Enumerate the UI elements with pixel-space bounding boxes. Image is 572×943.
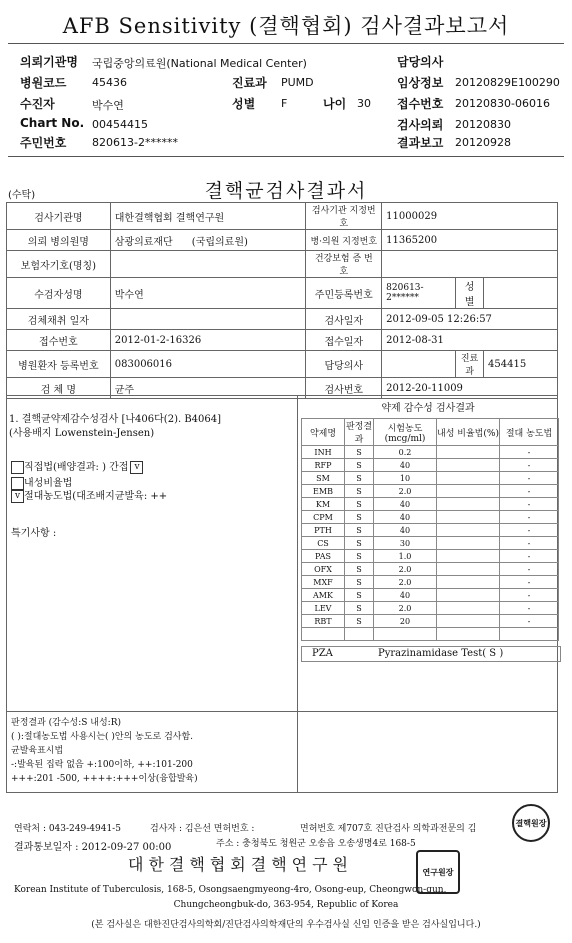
cell-label: 검체채취 일자: [7, 309, 111, 330]
susceptibility-title: 약제 감수성 검사결과: [381, 403, 475, 414]
column-header: 내성 비율법(%): [437, 419, 500, 446]
header-value: 30: [357, 97, 371, 110]
pza-label: PZA: [312, 648, 333, 659]
table-row: [7, 203, 558, 230]
report-title: AFB Sensitivity (결핵협회) 검사결과보고서: [62, 14, 510, 38]
table-cell: CS: [302, 537, 345, 550]
option-direct: [11, 458, 143, 474]
table-cell: [302, 628, 345, 641]
table-cell: S: [345, 602, 374, 615]
table-cell: 40: [374, 511, 437, 524]
table-row: [7, 278, 558, 309]
note-line: +++:201 -500, ++++:+++이상(융합발육): [11, 774, 198, 784]
absolute-checkbox[interactable]: v: [11, 490, 24, 503]
table-cell: -: [500, 511, 559, 524]
interpretation-notes: [11, 716, 198, 786]
institute-eng-1: Korean Institute of Tuberculosis, 168-5, Osongsaengmyeong-4ro, Osong-eup, Cheongwon-gun,: [14, 885, 447, 895]
cell-label: 검사일자: [306, 309, 382, 330]
table-cell: INH: [302, 446, 345, 459]
checker: 검사자 : 김은선 면허번호 :: [150, 824, 255, 834]
note-line: ( ):절대농도법 사용시는( )안의 농도로 검사함.: [11, 732, 194, 742]
test-line-2: (사용배지 Lowenstein-Jensen): [9, 428, 155, 439]
table-cell: [437, 485, 500, 498]
table-cell: -: [500, 615, 559, 628]
susceptibility-section: [297, 396, 557, 792]
table-cell: 2.0: [374, 563, 437, 576]
indirect-checkbox[interactable]: v: [130, 461, 143, 474]
hospital-name: 삼광의료재단: [114, 236, 173, 248]
header-value: 20120830-06016: [455, 97, 550, 110]
institute-eng-2: Chungcheongbuk-do, 363-954, Republic of Korea: [173, 900, 399, 910]
certification-note: (본 검사실은 대한진단검사의학회/진단검사의학재단의 우수검사실 신임 인증을 받은 검사실입니다.): [91, 920, 481, 930]
table-cell: 40: [374, 459, 437, 472]
table-cell: S: [345, 589, 374, 602]
header-label: 수진자: [20, 97, 55, 111]
table-row: [302, 615, 559, 628]
result-title: 결핵균검사결과서: [204, 180, 368, 202]
hospital-name-2: (국립의료원): [191, 236, 248, 248]
cell-value: [110, 230, 306, 251]
header-value: 45436: [92, 76, 127, 89]
table-cell: [437, 498, 500, 511]
header-value: 00454415: [92, 118, 148, 131]
header-label: 성별: [232, 97, 256, 111]
table-cell: PTH: [302, 524, 345, 537]
cell-label: 검사기관 지정번호: [306, 203, 382, 230]
table-row: [7, 230, 558, 251]
cell-value: 2012-20-11009: [382, 378, 558, 399]
table-cell: 30: [374, 537, 437, 550]
table-cell: PAS: [302, 550, 345, 563]
table-cell: OFX: [302, 563, 345, 576]
note-line: 균발육표시법: [11, 746, 64, 756]
table-cell: [437, 576, 500, 589]
divider: [8, 43, 564, 44]
option-label: 절대농도법(대조배지균발육: ++: [24, 491, 168, 502]
table-cell: RBT: [302, 615, 345, 628]
header-label: 나이: [323, 97, 347, 111]
cell-value: 11000029: [382, 203, 558, 230]
table-cell: 40: [374, 498, 437, 511]
seal-stamp: [512, 804, 550, 842]
table-cell: [345, 628, 374, 641]
cell-label: 검사번호: [306, 378, 382, 399]
table-row: [7, 330, 558, 351]
seal-text: 연구원장: [422, 866, 454, 877]
table-cell: KM: [302, 498, 345, 511]
table-cell: -: [500, 563, 559, 576]
table-cell: [437, 511, 500, 524]
cell-label: 의뢰 병의원명: [7, 230, 111, 251]
table-cell: 2.0: [374, 602, 437, 615]
cell-label: 접수일자: [306, 330, 382, 351]
header-label: 접수번호: [397, 97, 444, 111]
table-row: [302, 524, 559, 537]
cell-label: 건강보험 증 번 호: [306, 251, 382, 278]
cell-value: 083006016: [110, 351, 306, 378]
cell-value: 박수연: [110, 278, 306, 309]
header-label: 검사의뢰: [397, 118, 444, 132]
table-cell: MXF: [302, 576, 345, 589]
table-cell: 2.0: [374, 576, 437, 589]
table-row: [302, 485, 559, 498]
cell-value: 2012-08-31: [382, 330, 558, 351]
cell-value: 2012-01-2-16326: [110, 330, 306, 351]
table-cell: -: [500, 498, 559, 511]
table-cell: S: [345, 472, 374, 485]
table-cell: -: [500, 576, 559, 589]
table-cell: S: [345, 485, 374, 498]
license: 면허번호 제707호 진단검사 의학과전문의 김: [300, 824, 477, 834]
table-cell: S: [345, 511, 374, 524]
official-seal: [416, 850, 460, 894]
table-cell: [437, 550, 500, 563]
table-cell: [437, 628, 500, 641]
table-cell: -: [500, 446, 559, 459]
cell-value: 820613-2******: [382, 278, 456, 309]
patient-info-table: [6, 202, 558, 399]
table-cell: 10: [374, 472, 437, 485]
remarks-label: 특기사항 :: [11, 528, 57, 539]
table-row: [302, 537, 559, 550]
cell-label: 검 체 명: [7, 378, 111, 399]
cell-value: [484, 278, 558, 309]
option-label: 내성비율법: [24, 478, 73, 489]
header-value: 국립중앙의료원(National Medical Center): [92, 57, 307, 70]
header-value: F: [281, 97, 288, 110]
header-value: 20120928: [455, 136, 511, 149]
cell-label: 보험자기호(명칭): [7, 251, 111, 278]
table-cell: 40: [374, 524, 437, 537]
test-panel: [6, 395, 558, 793]
table-cell: 40: [374, 589, 437, 602]
direct-checkbox[interactable]: [11, 461, 24, 474]
table-cell: LEV: [302, 602, 345, 615]
table-cell: S: [345, 459, 374, 472]
table-cell: S: [345, 550, 374, 563]
table-cell: S: [345, 537, 374, 550]
column-header: 약제명: [302, 419, 345, 446]
cell-label: 진료과: [456, 351, 484, 378]
table-cell: SM: [302, 472, 345, 485]
header-value: 박수연: [92, 99, 124, 112]
cell-value: 2012-09-05 12:26:57: [382, 309, 558, 330]
table-cell: [437, 446, 500, 459]
header-value: PUMD: [281, 76, 314, 89]
table-row: [302, 576, 559, 589]
pza-row: [301, 646, 561, 662]
cell-value: 11365200: [382, 230, 558, 251]
header-label: 병원코드: [20, 76, 67, 90]
table-cell: [437, 472, 500, 485]
contact-tel: 연락처 : 043-249-4941-5: [14, 824, 121, 834]
divider: [8, 156, 564, 157]
table-cell: [437, 537, 500, 550]
table-cell: S: [345, 576, 374, 589]
table-row: [302, 628, 559, 641]
table-row: [302, 563, 559, 576]
cell-label: 병원환자 등록번호: [7, 351, 111, 378]
table-row: [7, 309, 558, 330]
table-cell: -: [500, 459, 559, 472]
cell-label: 주민등록번호: [306, 278, 382, 309]
header-label: 의뢰기관명: [20, 55, 78, 69]
header-label: 임상정보: [397, 76, 444, 90]
option-label: 직접법(배양결과: ) 간접: [24, 462, 129, 473]
table-cell: 0.2: [374, 446, 437, 459]
table-cell: -: [500, 602, 559, 615]
note-line: 판정결과 (감수성:S 내성:R): [11, 718, 121, 728]
table-cell: [500, 628, 559, 641]
consignment-tag: (수탁): [8, 190, 36, 201]
table-row: [302, 459, 559, 472]
table-cell: -: [500, 550, 559, 563]
table-cell: RFP: [302, 459, 345, 472]
cell-value: 균주: [110, 378, 306, 399]
table-cell: S: [345, 446, 374, 459]
table-row: [7, 251, 558, 278]
header-label: 주민번호: [20, 136, 67, 150]
table-row: [302, 511, 559, 524]
table-cell: -: [500, 537, 559, 550]
table-cell: -: [500, 524, 559, 537]
table-cell: [437, 459, 500, 472]
table-cell: [437, 602, 500, 615]
table-row: [302, 589, 559, 602]
header-value: 820613-2******: [92, 136, 178, 149]
institute-name: 대한결핵협회결핵연구원: [128, 855, 354, 874]
header-value: 20120829E100290: [455, 76, 560, 89]
table-row: [302, 472, 559, 485]
cell-label: 성별: [456, 278, 484, 309]
note-line: -:발육된 집락 없음 +:100이하, ++:101-200: [11, 760, 193, 770]
table-cell: EMB: [302, 485, 345, 498]
table-cell: [437, 524, 500, 537]
drug-table: [301, 418, 559, 641]
table-row: [302, 446, 559, 459]
table-row: [302, 602, 559, 615]
table-row: [302, 498, 559, 511]
cell-label: 담당의사: [306, 351, 382, 378]
option-absolute: [11, 487, 167, 503]
table-row: [7, 351, 558, 378]
table-cell: 1.0: [374, 550, 437, 563]
table-cell: -: [500, 589, 559, 602]
table-cell: CPM: [302, 511, 345, 524]
table-cell: [437, 589, 500, 602]
cell-value: 454415: [484, 351, 558, 378]
address: 주소 : 충청북도 청원군 오송읍 오송생명4로 168-5: [216, 839, 416, 849]
cell-label: 수검자성명: [7, 278, 111, 309]
column-header: 판정결과: [345, 419, 374, 446]
table-cell: 20: [374, 615, 437, 628]
table-header-row: [302, 419, 559, 446]
header-label: 진료과: [232, 76, 267, 90]
cell-value: [382, 251, 558, 278]
drug-table-body: [302, 446, 559, 641]
table-cell: -: [500, 472, 559, 485]
table-cell: 2.0: [374, 485, 437, 498]
divider: [7, 711, 557, 712]
table-cell: [437, 615, 500, 628]
header-label: 담당의사: [397, 55, 444, 69]
report-date: 결과통보일자 : 2012-09-27 00:00: [14, 842, 172, 853]
header-label: Chart No.: [20, 116, 85, 130]
table-cell: S: [345, 524, 374, 537]
pza-result: Pyrazinamidase Test( S ): [378, 648, 504, 659]
table-cell: [437, 563, 500, 576]
cell-value: [110, 309, 306, 330]
table-cell: S: [345, 615, 374, 628]
table-cell: -: [500, 485, 559, 498]
seal-text: 결핵원장: [515, 817, 547, 828]
cell-label: 검사기관명: [7, 203, 111, 230]
cell-label: 접수번호: [7, 330, 111, 351]
column-header: 시험농도 (mcg/ml): [374, 419, 437, 446]
table-cell: S: [345, 498, 374, 511]
table-cell: S: [345, 563, 374, 576]
header-label: 결과보고: [397, 136, 444, 150]
column-header: 절대 농도법: [500, 419, 559, 446]
header-value: 20120830: [455, 118, 511, 131]
cell-value: [110, 251, 306, 278]
cell-value: [382, 351, 456, 378]
table-cell: AMK: [302, 589, 345, 602]
table-cell: [374, 628, 437, 641]
cell-value: 대한결핵협회 결핵연구원: [110, 203, 306, 230]
test-line-1: 1. 결핵균약제감수성검사 [나406다(2). B4064]: [9, 414, 222, 425]
cell-label: 병·의원 지정번호: [306, 230, 382, 251]
table-row: [302, 550, 559, 563]
